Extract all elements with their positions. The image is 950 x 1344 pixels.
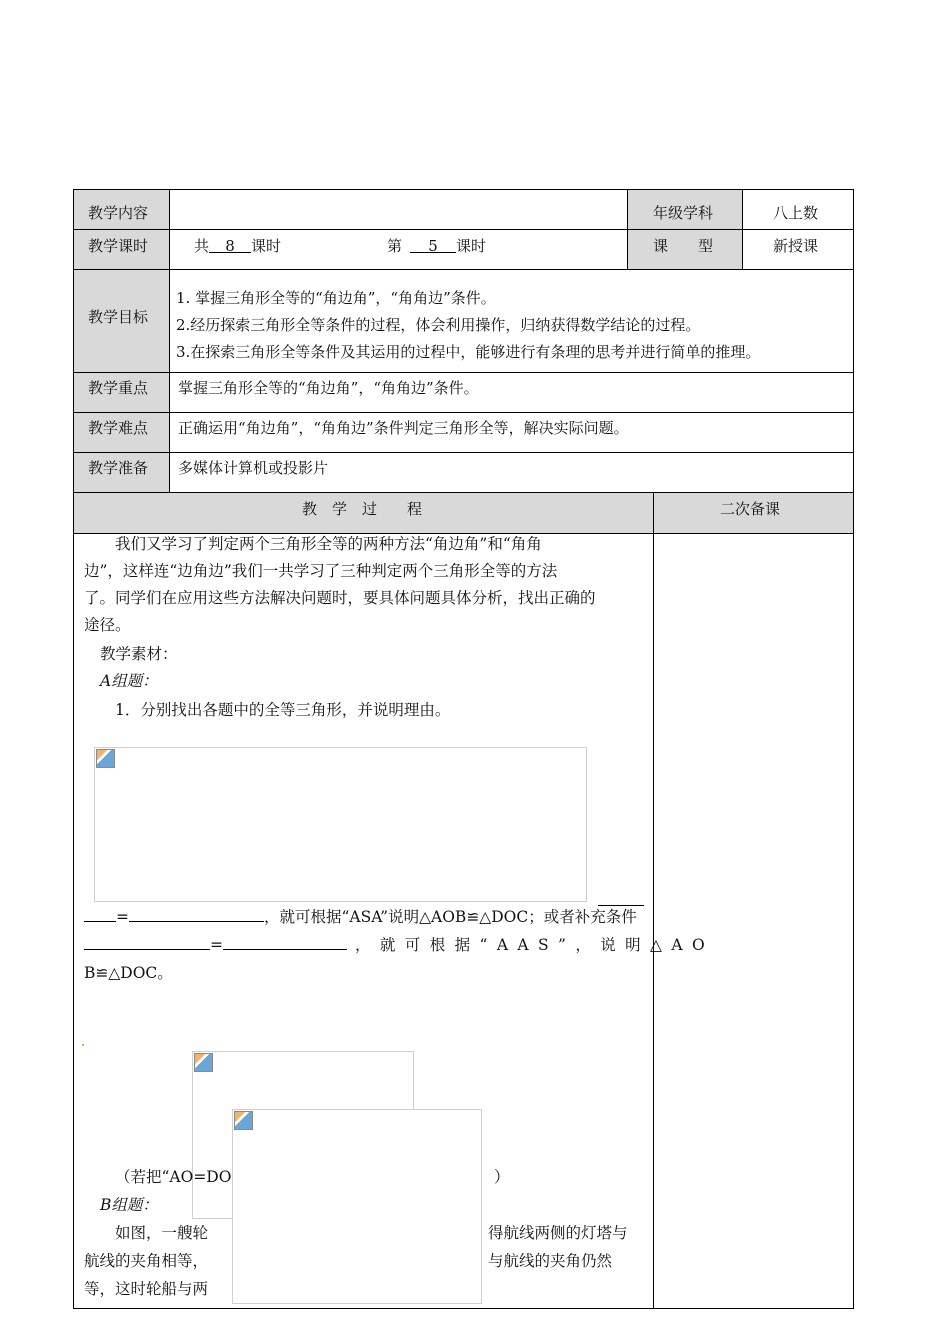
table-border bbox=[627, 189, 628, 269]
broken-image-icon bbox=[234, 1111, 253, 1130]
table-border bbox=[73, 189, 854, 190]
hours-total-blank bbox=[209, 237, 251, 253]
note-line bbox=[115, 1164, 231, 1192]
blank bbox=[84, 934, 210, 950]
figure-placeholder-3 bbox=[232, 1109, 482, 1304]
grade-subject-label: 年级学科 bbox=[653, 204, 714, 222]
fill-line-2-tail: ，就可根据“AAS”，说明△AO bbox=[355, 936, 715, 954]
notes-header-label: 二次备课 bbox=[720, 500, 781, 518]
hours-total-prefix: 共 bbox=[194, 237, 210, 255]
broken-image-icon bbox=[96, 749, 115, 768]
table-border bbox=[73, 189, 74, 1309]
fill-line-2 bbox=[84, 932, 714, 960]
table-border bbox=[853, 189, 854, 1309]
table-border bbox=[73, 1308, 854, 1309]
row-label-goals: 教学目标 bbox=[88, 308, 149, 326]
process-header-label: 教 学 过 程 bbox=[302, 500, 423, 518]
b-line-1-start: 如图，一艘轮 bbox=[115, 1224, 209, 1242]
goal-item-1: 1. 掌握三角形全等的“角边角”，“角角边”条件。 bbox=[176, 289, 496, 307]
b-line-1-end: 得航线两侧的灯塔与 bbox=[488, 1224, 628, 1242]
broken-image-icon bbox=[194, 1053, 213, 1072]
row-label-hours: 教学课时 bbox=[88, 237, 149, 255]
lesson-type-value: 新授课 bbox=[773, 237, 819, 255]
intro-line-2: 边”，这样连“边角边”我们一共学习了三种判定两个三角形全等的方法 bbox=[84, 562, 558, 580]
row-label-content: 教学内容 bbox=[88, 204, 149, 222]
blank bbox=[223, 934, 347, 950]
table-border bbox=[73, 229, 854, 230]
question-1: 1．分别找出各题中的全等三角形，并说明理由。 bbox=[115, 701, 451, 719]
b-line-2-end: 与航线的夹角仍然 bbox=[488, 1252, 613, 1270]
table-border bbox=[653, 492, 654, 1309]
goal-item-3: 3.在探索三角形全等条件及其运用的过程中，能够进行有条理的思考并进行简单的推理。 bbox=[176, 343, 761, 361]
b-line-2-start: 航线的夹角相等， bbox=[84, 1252, 209, 1270]
note-prefix: （若把“AO=DO bbox=[115, 1168, 232, 1186]
hours-total-suffix: 课时 bbox=[251, 237, 282, 255]
table-border bbox=[742, 189, 743, 269]
table-border bbox=[73, 492, 854, 493]
blank bbox=[129, 906, 264, 922]
hours-current-prefix: 第 bbox=[387, 237, 403, 255]
intro-line-1: 我们又学习了判定两个三角形全等的两种方法“角边角”和“角角 bbox=[84, 535, 542, 553]
material-label: 教学素材： bbox=[100, 645, 178, 663]
goal-item-2: 2.经历探索三角形全等条件的过程，体会利用操作，归纳获得数学结论的过程。 bbox=[176, 316, 701, 334]
fill-line-1 bbox=[84, 904, 637, 932]
fill-line-1-mid: = bbox=[116, 908, 129, 926]
table-border bbox=[73, 412, 854, 413]
b-line-3-start: 等，这时轮船与两 bbox=[84, 1280, 209, 1298]
hours-current bbox=[387, 235, 486, 256]
prep-content: 多媒体计算机或投影片 bbox=[178, 459, 329, 477]
focus-content: 掌握三角形全等的“角边角”，“角角边”条件。 bbox=[178, 379, 479, 397]
hours-current-value: 5 bbox=[428, 237, 438, 255]
row-label-focus: 教学重点 bbox=[88, 379, 149, 397]
group-b-label: B组题： bbox=[100, 1196, 158, 1214]
hours-total bbox=[194, 235, 281, 256]
fill-line-3: B≌△DOC。 bbox=[84, 964, 173, 982]
fill-line-2-mid: = bbox=[210, 936, 223, 954]
grade-subject-value: 八上数 bbox=[773, 204, 819, 222]
lesson-type-label: 课 型 bbox=[653, 237, 714, 255]
row-label-difficulty: 教学难点 bbox=[88, 419, 149, 437]
hours-total-value: 8 bbox=[225, 237, 235, 255]
group-a-label: A组题： bbox=[100, 672, 158, 690]
row-label-prep: 教学准备 bbox=[88, 459, 149, 477]
table-border bbox=[169, 189, 170, 492]
fill-line-1-tail: ，就可根据“ASA”说明△AOB≌△DOC；或者补充条件 bbox=[264, 908, 637, 926]
intro-line-4: 途径。 bbox=[84, 616, 131, 634]
table-border bbox=[73, 372, 854, 373]
hours-current-suffix: 课时 bbox=[456, 237, 487, 255]
blank bbox=[84, 906, 116, 922]
table-border bbox=[73, 452, 854, 453]
hours-current-blank bbox=[410, 237, 456, 253]
intro-line-3: 了。同学们在应用这些方法解决问题时，要具体问题具体分析，找出正确的 bbox=[84, 589, 596, 607]
table-border bbox=[73, 269, 854, 270]
figure-placeholder-1 bbox=[94, 747, 587, 902]
note-suffix: ） bbox=[494, 1168, 510, 1186]
difficulty-content: 正确运用“角边角”，“角角边”条件判定三角形全等，解决实际问题。 bbox=[178, 419, 629, 437]
stray-mark bbox=[82, 1044, 84, 1046]
